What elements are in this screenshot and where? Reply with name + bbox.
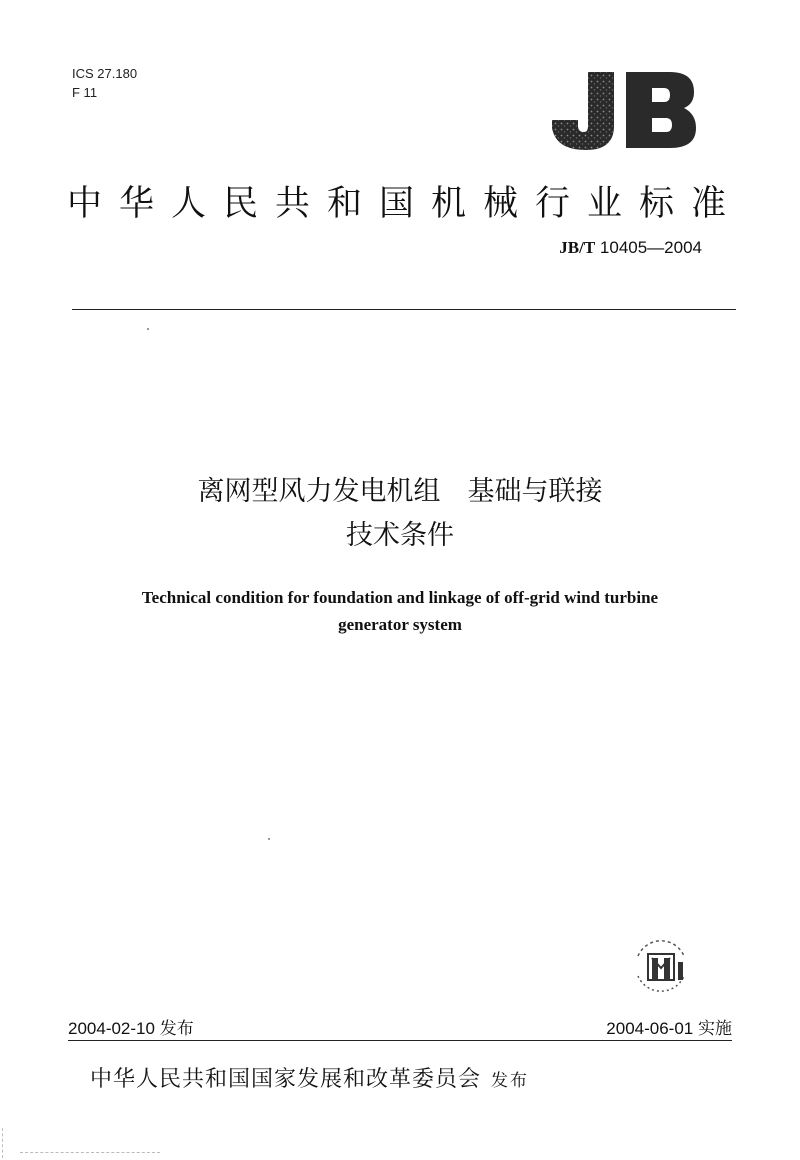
english-title — [60, 584, 740, 638]
standard-number-value: 10405—2004 — [599, 238, 702, 257]
seal-graphic — [628, 932, 694, 998]
standard-prefix: JB/T — [559, 238, 596, 257]
issue-date — [68, 1014, 194, 1039]
header-divider — [72, 309, 736, 310]
scan-speck — [268, 838, 270, 840]
implement-date-label: 实施 — [698, 1019, 732, 1039]
issuer-suffix: 发布 — [491, 1071, 530, 1091]
classification-codes — [72, 64, 137, 102]
jb-logo-graphic — [548, 68, 698, 154]
implement-date — [606, 1014, 732, 1039]
chinese-title-line1: 离网型风力发电机组 基础与联接 — [197, 476, 603, 507]
english-title-line2: generator system — [338, 615, 462, 634]
chinese-title-line2: 技术条件 — [346, 520, 454, 551]
jb-logo — [548, 68, 698, 154]
scan-bottom-mark — [20, 1152, 160, 1153]
chinese-title — [60, 470, 740, 558]
issue-date-label: 发布 — [159, 1019, 194, 1039]
standard-number — [559, 238, 702, 258]
issue-date-value: 2004-02-10 — [68, 1019, 155, 1038]
implement-date-value: 2004-06-01 — [606, 1019, 694, 1038]
scan-edge-mark — [2, 1128, 17, 1158]
publisher-seal — [628, 932, 694, 998]
english-title-line1: Technical condition for foundation and linkage of off-grid wind turbine — [141, 588, 659, 607]
ics-code: ICS 27.180 — [72, 66, 138, 81]
class-code: F 11 — [72, 85, 98, 100]
scan-speck — [147, 328, 149, 330]
issuing-authority — [90, 1062, 529, 1093]
standard-category-title: 中华人民共和国机械行业标准 — [66, 184, 743, 224]
issuer-name: 中华人民共和国国家发展和改革委员会 — [90, 1067, 482, 1092]
footer-divider — [68, 1040, 732, 1041]
